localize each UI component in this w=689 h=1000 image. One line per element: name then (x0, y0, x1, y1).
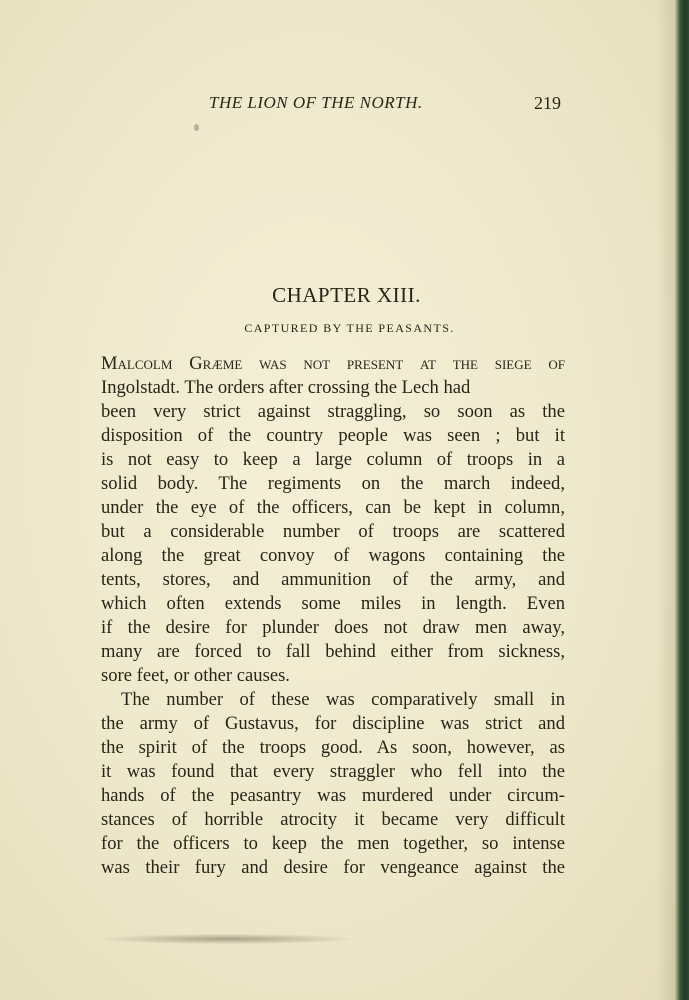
text-line: the army of Gustavus, for discipline was strict and (101, 713, 565, 734)
text-line: hands of the peasantry was murdered under circum- (101, 785, 565, 806)
text-line: disposition of the country people was seen ; but it (101, 425, 565, 446)
text-line: sore feet, or other causes. (101, 665, 290, 686)
text-line-content: Malcolm Græme was not present at the siege of (101, 353, 565, 374)
text-line (101, 352, 565, 376)
text-line: been very strict against straggling, so soon as the (101, 401, 565, 422)
text-line-content: Ingolstadt. The orders after crossing the Lech had (101, 377, 471, 398)
text-line: many are forced to fall behind either from sickness, (101, 641, 565, 662)
running-head (0, 93, 689, 117)
text-line: it was found that every straggler who fell into the (101, 761, 565, 782)
text-line: if the desire for plunder does not draw men away, (101, 617, 565, 638)
text-line: which often extends some miles in length. Even (101, 593, 565, 614)
text-line: the spirit of the troops good. As soon, however, as (101, 737, 565, 758)
page-edge-shadow (657, 0, 675, 1000)
text-line (101, 376, 565, 400)
text-line: but a considerable number of troops are scattered (101, 521, 565, 542)
text-line: under the eye of the officers, can be kept in column, (101, 497, 565, 518)
book-cover-edge (675, 0, 689, 1000)
text-line: The number of these was comparatively small in (121, 689, 565, 710)
text-line: is not easy to keep a large column of troops in a (101, 449, 565, 470)
text-line: tents, stores, and ammunition of the army, and (101, 569, 565, 590)
text-line: along the great convoy of wagons containing the (101, 545, 565, 566)
running-title: THE LION OF THE NORTH. (209, 93, 423, 112)
text-line: solid body. The regiments on the march indeed, (101, 473, 565, 494)
text-line: was their fury and desire for vengeance against the (101, 857, 565, 878)
text-line: for the officers to keep the men together, so intense (101, 833, 565, 854)
chapter-subtitle: CAPTURED BY THE PEASANTS. (244, 321, 455, 335)
text-line: stances of horrible atrocity it became very difficult (101, 809, 565, 830)
ink-speck (194, 124, 199, 131)
page-number: 219 (534, 93, 561, 113)
page-shadow (105, 934, 350, 944)
body-text (101, 352, 565, 880)
chapter-title: CHAPTER XIII. (272, 283, 421, 307)
